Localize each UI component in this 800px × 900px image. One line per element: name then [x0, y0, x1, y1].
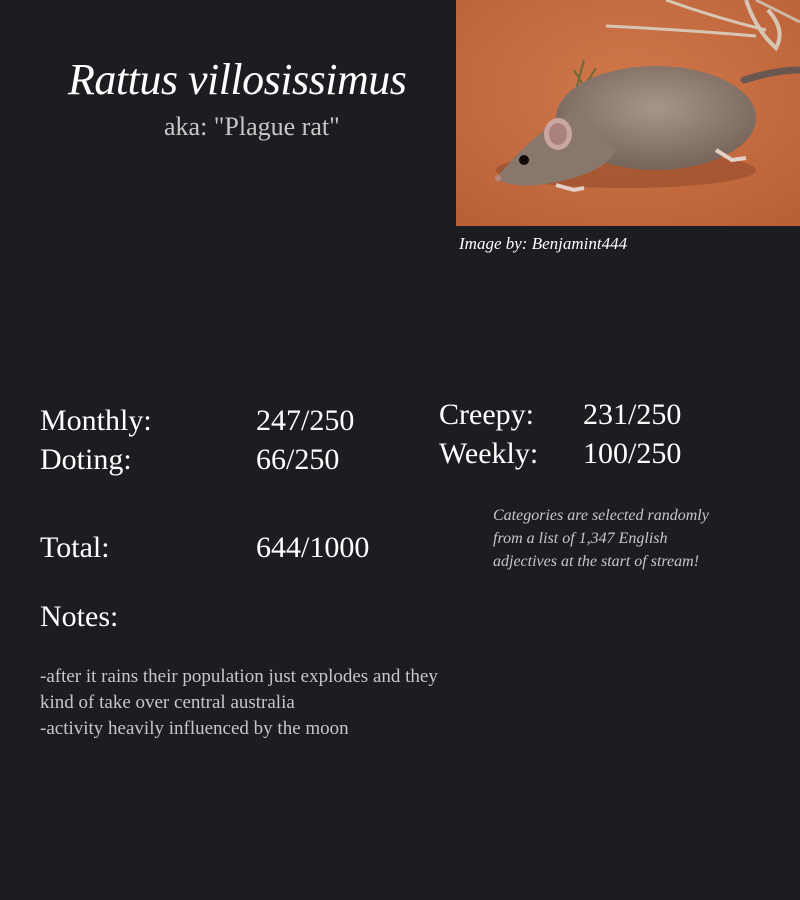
weekly-label: Weekly:: [439, 437, 539, 470]
common-name: aka: "Plague rat": [164, 112, 340, 141]
footnote-line: adjectives at the start of stream!: [493, 553, 700, 570]
creepy-value: 231/250: [583, 398, 682, 431]
monthly-label: Monthly:: [40, 404, 152, 437]
footnote-line: from a list of 1,347 English: [493, 530, 668, 547]
monthly-value: 247/250: [256, 404, 355, 437]
creepy-label: Creepy:: [439, 398, 534, 431]
rat-photo-icon: [456, 0, 800, 226]
notes-heading: Notes:: [40, 600, 119, 633]
total-label: Total:: [40, 531, 110, 564]
image-credit: Image by: Benjamint444: [459, 234, 628, 253]
category-footnote: [493, 504, 743, 573]
notes-body: [40, 664, 510, 742]
note-line: -activity heavily influenced by the moon: [40, 718, 349, 739]
footnote-line: Categories are selected randomly: [493, 507, 709, 524]
doting-label: Doting:: [40, 443, 132, 476]
note-line: kind of take over central australia: [40, 692, 295, 713]
note-line: -after it rains their population just explodes and they: [40, 666, 438, 687]
doting-value: 66/250: [256, 443, 340, 476]
rat-photo: [456, 0, 800, 226]
total-value: 644/1000: [256, 531, 370, 564]
species-title: Rattus villosissimus: [68, 55, 407, 104]
weekly-value: 100/250: [583, 437, 682, 470]
